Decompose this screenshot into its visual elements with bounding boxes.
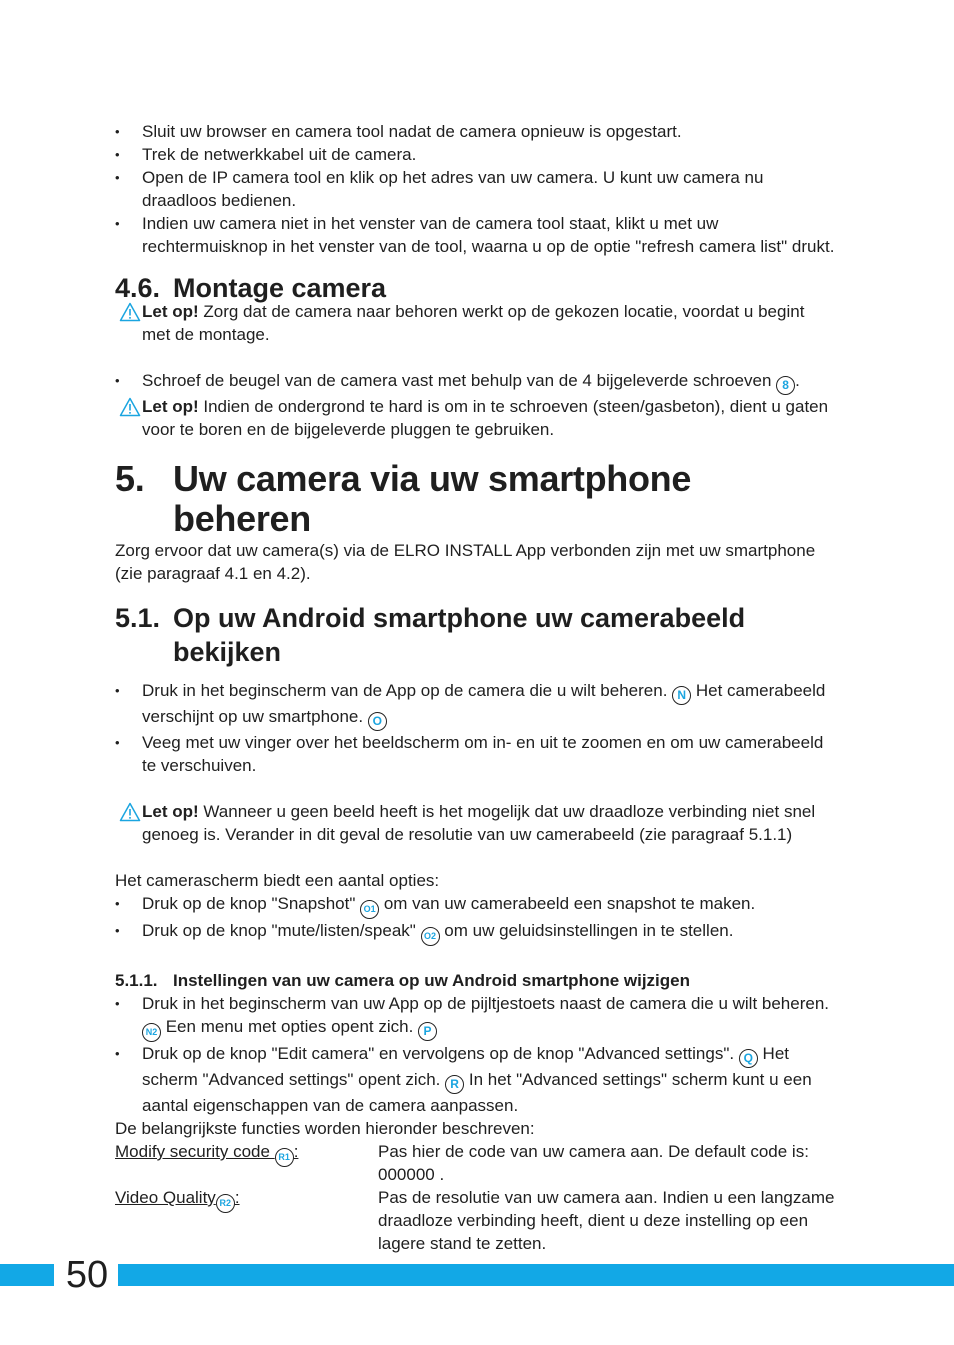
settings-bullet-list [115, 992, 835, 1117]
section-title: Uw camera via uw smartphone beheren [173, 458, 692, 539]
reference-badge: O1 [360, 900, 379, 919]
list-item [115, 1042, 835, 1117]
reference-badge: Q [739, 1049, 758, 1068]
warning-label: Let op! [142, 302, 199, 321]
warning-icon [119, 802, 141, 822]
section-number: 5.1.1. [115, 971, 158, 990]
reference-badge: O2 [421, 927, 440, 946]
list-item: • Veeg met uw vinger over het beeldscherm om in- en uit te zoomen en om uw camerabeeld te verschuiven. [115, 731, 835, 777]
function-key-text: Modify security code [115, 1142, 275, 1161]
options-bullet-list [115, 892, 835, 946]
warning-label: Let op! [142, 802, 199, 821]
list-item-text: Het camerabeeld verschijnt op uw smartphone. [142, 681, 826, 726]
punctuation: : [293, 1142, 299, 1161]
list-item: • Trek de netwerkkabel uit de camera. [115, 143, 835, 166]
function-key [115, 1140, 378, 1186]
list-item [115, 369, 835, 395]
function-description: Pas de resolutie van uw camera aan. Indien u een langzame draadloze verbinding heeft, dient u deze instelling op een lagere stand te zetten. [378, 1188, 835, 1253]
list-item-text: Druk in het beginscherm van uw App op de pijltjestoets naast de camera die u wilt beheren. [142, 994, 830, 1013]
list-item-text: Druk op de knop "mute/listen/speak" [142, 921, 421, 940]
list-item-text: Schroef de beugel van de camera vast met behulp van de 4 bijgeleverde schroeven [142, 371, 777, 390]
intro-bullet-list [115, 120, 835, 258]
heading-5 [115, 459, 835, 539]
list-item-text: om van uw camerabeeld een snapshot te maken. [379, 894, 756, 913]
list-item-text: Een menu met opties opent zich. [161, 1017, 419, 1036]
function-row-video-quality [115, 1186, 835, 1255]
list-item [115, 919, 835, 946]
punctuation: : [234, 1188, 240, 1207]
heading-5-1-1 [115, 969, 835, 992]
section-title: Montage camera [173, 273, 387, 303]
list-item: • Sluit uw browser en camera tool nadat de camera opnieuw is opgestart. [115, 120, 835, 143]
reference-badge: N2 [142, 1023, 161, 1042]
options-intro: Het camerascherm biedt een aantal opties: [115, 871, 440, 890]
list-item: • Indien uw camera niet in het venster van de camera tool staat, klikt u met uw rechtermuisknop in het venster van de tool, waarna u op de optie "refresh camera list" drukt. [115, 212, 835, 258]
function-row-security-code [115, 1140, 835, 1186]
warning-text: Wanneer u geen beeld heeft is het mogelijk dat uw draadloze verbinding niet snel genoeg is. Verander in dit geval de resolutie van uw camerabeeld (zie paragraaf 5.1.1) [142, 802, 816, 844]
function-description: Pas hier de code van uw camera aan. De default code is: 000000 . [378, 1142, 809, 1184]
list-item: • Open de IP camera tool en klik op het adres van uw camera. U kunt uw camera nu draadloos bedienen. [115, 166, 835, 212]
warning-icon [119, 302, 141, 322]
reference-badge: R [445, 1075, 464, 1094]
function-key-text: Video Quality [115, 1188, 216, 1207]
functions-intro: De belangrijkste functies worden hieronder beschreven: [115, 1119, 535, 1138]
warning-note [115, 395, 835, 441]
list-item-text: Druk op de knop "Edit camera" en vervolgens op de knop "Advanced settings". [142, 1044, 739, 1063]
reference-badge: P [418, 1022, 437, 1041]
section-title: Op uw Android smartphone uw camerabeeld bekijken [173, 603, 746, 667]
list-item [115, 679, 835, 731]
list-item-text: om uw geluidsinstellingen in te stellen. [439, 921, 734, 940]
section-number: 5. [115, 458, 145, 499]
function-key [115, 1186, 378, 1255]
reference-badge: R1 [275, 1148, 294, 1167]
warning-note [115, 800, 835, 846]
warning-text: Indien de ondergrond te hard is om in te schroeven (steen/gasbeton), dient u gaten voor te boren en de bijgeleverde pluggen te gebruiken. [142, 397, 829, 439]
page-number: 50 [65, 1254, 109, 1296]
list-item-text: Het scherm "Advanced settings" opent zich. [142, 1044, 790, 1089]
warning-note [115, 300, 835, 346]
android-bullet-list [115, 679, 835, 777]
punctuation: . [795, 371, 800, 390]
mount-bullet-list [115, 369, 835, 395]
reference-badge: O [368, 712, 387, 731]
page-content [115, 120, 835, 1255]
reference-badge: R2 [216, 1194, 235, 1213]
list-item-text: In het "Advanced settings" scherm kunt u een aantal eigenschappen van de camera aanpassen. [142, 1070, 812, 1115]
section-title: Instellingen van uw camera op uw Android smartphone wijzigen [173, 971, 690, 990]
footer-bar [0, 1264, 954, 1286]
warning-icon [119, 397, 141, 417]
reference-badge: 8 [776, 376, 795, 395]
warning-label: Let op! [142, 397, 199, 416]
list-item [115, 892, 835, 919]
list-item-text: Druk in het beginscherm van de App op de camera die u wilt beheren. [142, 681, 673, 700]
list-item-text: Druk op de knop "Snapshot" [142, 894, 361, 913]
heading-5-1 [115, 601, 835, 669]
section-number: 5.1. [115, 603, 161, 633]
warning-text: Zorg dat de camera naar behoren werkt op de gekozen locatie, voordat u begint met de montage. [142, 302, 805, 344]
list-item [115, 992, 835, 1042]
section-number: 4.6. [115, 273, 161, 303]
reference-badge: N [672, 686, 691, 705]
section-intro: Zorg ervoor dat uw camera(s) via de ELRO INSTALL App verbonden zijn met uw smartphone (zie paragraaf 4.1 en 4.2). [115, 541, 816, 583]
